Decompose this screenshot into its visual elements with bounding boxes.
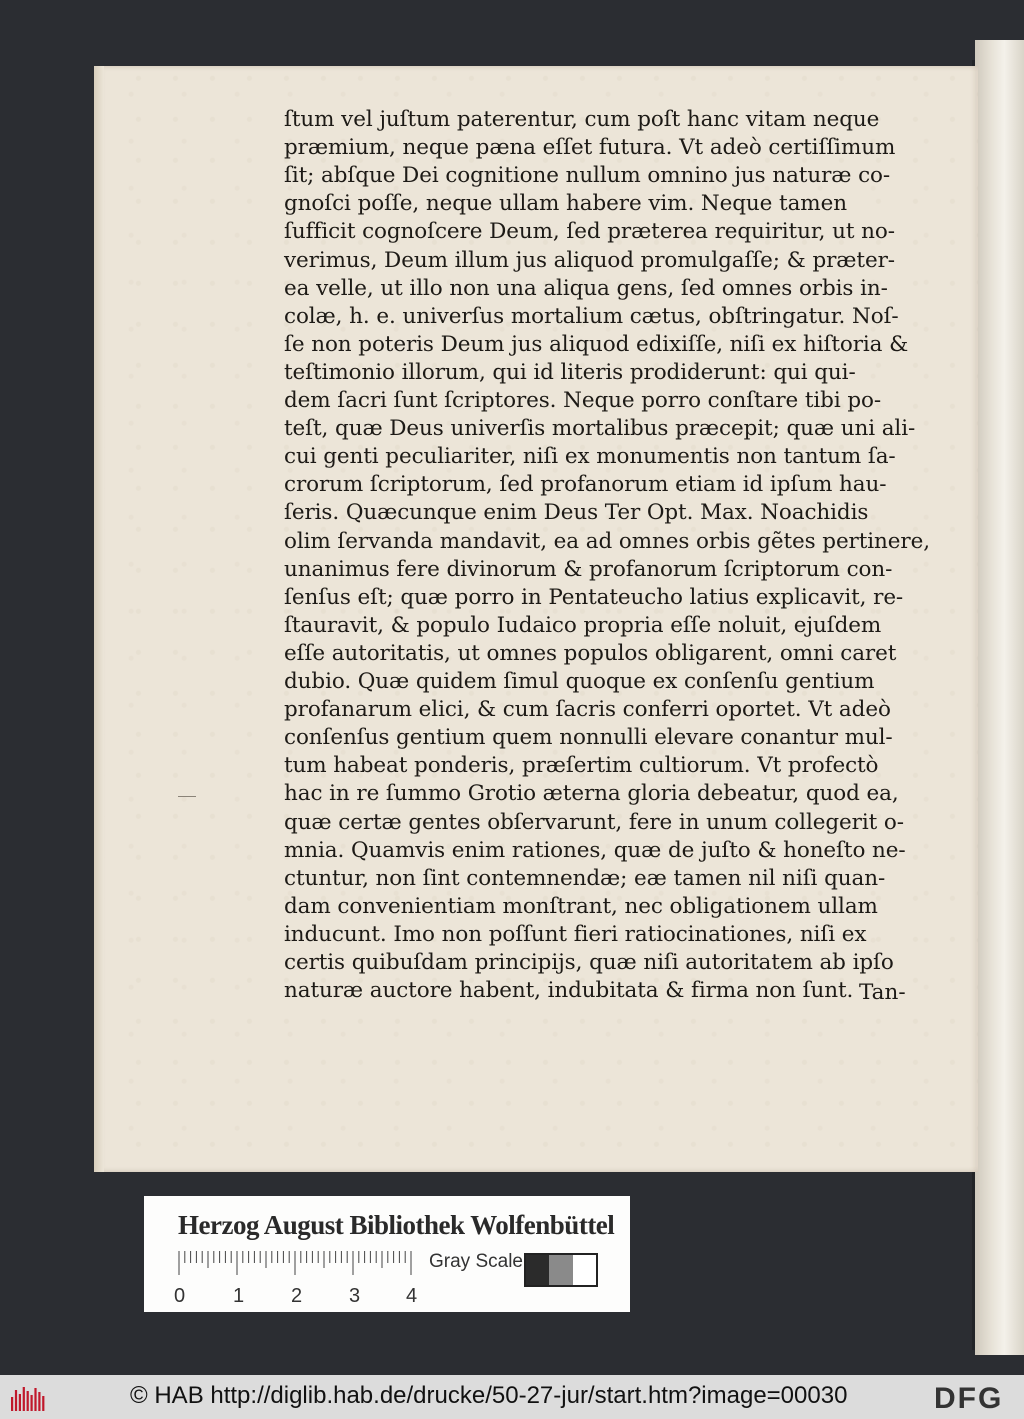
hab-logo-bar xyxy=(31,1395,33,1411)
text-line: ſtauravit, & populo Iudaico propria eſſe noluit, ejuſdem xyxy=(284,612,882,638)
text-line: dem ſacri ſunt ſcriptores. Neque porro conſtare tibi po- xyxy=(284,388,882,413)
text-line: dam convenientiam monſtrant, nec obligationem ullam xyxy=(284,893,878,919)
text-line: cui genti peculiariter, niſi ex monumentis non tantum ſa- xyxy=(284,444,896,470)
text-line: ſtum vel juſtum paterentur, cum poſt hanc vitam neque xyxy=(284,107,880,132)
hab-logo-bar xyxy=(15,1390,17,1411)
text-line: gnoſci poſſe, neque ullam habere vim. Neque tamen xyxy=(284,191,847,217)
text-line: ſe non poteris Deum jus aliquod edixiſſe, niſi ex hiſtoria & xyxy=(284,331,909,357)
text-line: colæ, h. e. univerſus mortalium cætus, obſtringatur. Noſ- xyxy=(284,303,899,329)
text-line: conſenſus gentium quem nonnulli elevare conantur mul- xyxy=(284,725,893,751)
text-line: verimus, Deum illum jus aliquod promulgaſſe; & præter- xyxy=(284,247,895,273)
text-line: ctuntur, non ſint contemnendæ; eæ tamen nil niſi quan- xyxy=(284,865,886,891)
text-line: tum habeat ponderis, præſertim cultiorum. Vt profectò xyxy=(284,753,879,779)
hab-logo-bar xyxy=(11,1397,13,1411)
text-line: ſufficit cognoſcere Deum, ſed præterea requiritur, ut no- xyxy=(284,219,895,245)
margin-mark xyxy=(178,796,196,797)
hab-logo-bar xyxy=(38,1392,40,1411)
credit-link[interactable]: © HAB http://diglib.hab.de/drucke/50-27-jur/start.htm?image=00030 xyxy=(130,1382,848,1409)
text-line: inducunt. Imo non poſſunt fieri ratiocinationes, niſi ex xyxy=(284,921,867,947)
catchword: Tan- xyxy=(859,980,906,1005)
text-line: præmium, neque pæna eſſet futura. Vt adeò certiſſimum xyxy=(284,135,896,161)
gray-swatch-dark xyxy=(526,1255,549,1285)
hab-logo-bar xyxy=(42,1396,44,1411)
text-line: unanimus fere divinorum & profanorum ſcriptorum con- xyxy=(284,556,893,582)
text-line: hac in re ſummo Grotio æterna gloria debeatur, quod ea, xyxy=(284,781,899,807)
text-line: profanarum elici, & cum ſacris conferri oportet. Vt adeò xyxy=(284,697,891,723)
ruler-label-1: 1 xyxy=(233,1285,245,1307)
book-page xyxy=(94,66,978,1172)
dfg-logo: DFG xyxy=(934,1382,1004,1415)
hab-logo-bar xyxy=(23,1387,25,1411)
text-line: certis quibuſdam principijs, quæ niſi autoritatem ab ipſo xyxy=(284,950,894,975)
library-name: Herzog August Bibliothek Wolfenbüttel xyxy=(178,1210,615,1240)
text-line: crorum ſcriptorum, ſed profanorum etiam id ipſum hau- xyxy=(284,472,887,498)
text-line: naturæ auctore habent, indubitata & firma non ſunt. xyxy=(284,978,854,1004)
footer-bar xyxy=(0,1375,1024,1419)
ruler-label-0: 0 xyxy=(174,1285,186,1307)
scale-ruler xyxy=(178,1251,422,1275)
text-line: ea velle, ut illo non una aliqua gens, ſed omnes orbis in- xyxy=(284,275,888,301)
text-line: ſenſus eſt; quæ porro in Pentateucho latius explicavit, re- xyxy=(284,584,904,610)
text-line: quæ certæ gentes obſervarunt, fere in unum collegerit o- xyxy=(284,809,904,835)
text-line: olim ſervanda mandavit, ea ad omnes orbis gẽtes pertinere, xyxy=(284,528,930,554)
page-left-edge xyxy=(94,66,104,1172)
ruler-label-2: 2 xyxy=(291,1285,303,1307)
library-label xyxy=(144,1196,630,1312)
gray-scale-label: Gray Scale xyxy=(429,1251,523,1272)
hab-logo-bar xyxy=(27,1391,29,1411)
ruler-label-3: 3 xyxy=(349,1285,361,1307)
hab-logo-bar xyxy=(19,1394,21,1411)
ruler-label-4: 4 xyxy=(406,1285,418,1307)
gray-scale-swatches xyxy=(524,1253,598,1287)
text-line: teſt, quæ Deus univerſis mortalibus præcepit; quæ uni ali- xyxy=(284,416,916,442)
text-line: teſtimonio illorum, qui id literis prodiderunt: qui qui- xyxy=(284,359,856,385)
text-line: mnia. Quamvis enim rationes, quæ de juſto & honeſto ne- xyxy=(284,837,906,863)
hab-logo-bar xyxy=(34,1388,36,1411)
text-line: ſit; abſque Dei cognitione nullum omnino jus naturæ co- xyxy=(284,163,891,189)
hab-logo-icon xyxy=(10,1383,46,1411)
gray-swatch-mid xyxy=(549,1255,572,1285)
gray-swatch-light xyxy=(573,1255,596,1285)
text-line: ſeris. Quæcunque enim Deus Ter Opt. Max. Noachidis xyxy=(284,500,869,526)
text-line: dubio. Quæ quidem ſimul quoque ex conſenſu gentium xyxy=(284,669,875,694)
text-line: eſſe autoritatis, ut omnes populos obligarent, omni caret xyxy=(284,640,897,666)
stacked-pages-edge xyxy=(975,40,1024,1355)
